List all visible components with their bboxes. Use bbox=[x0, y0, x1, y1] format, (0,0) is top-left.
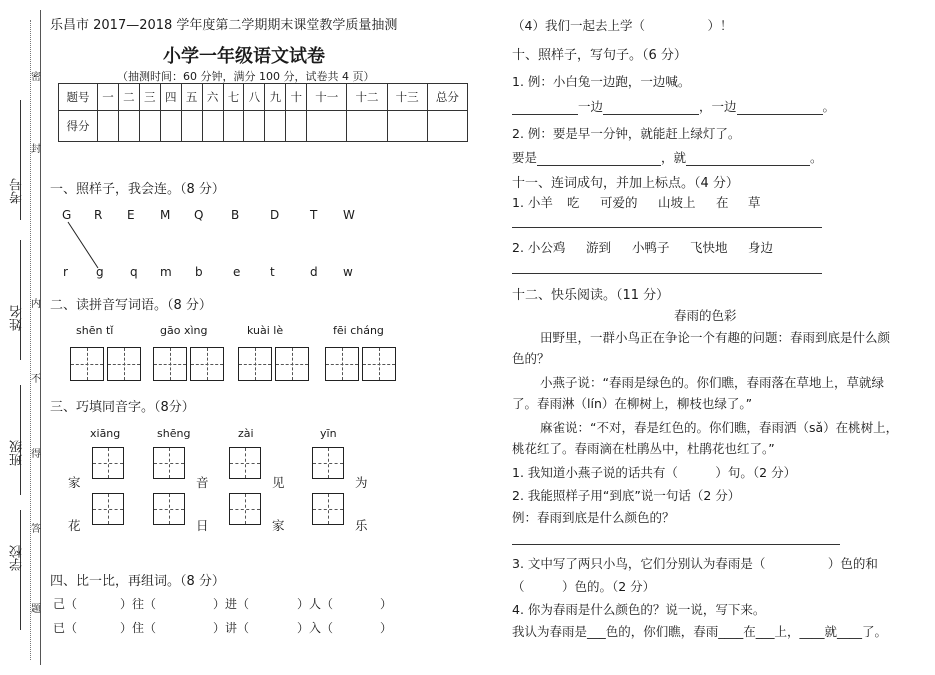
word-pair-char: ）讲（ bbox=[213, 621, 250, 635]
word-pair-char: ）入（ bbox=[297, 621, 334, 635]
lower-letter[interactable]: w bbox=[343, 265, 353, 279]
score-cell: 二 bbox=[118, 84, 139, 111]
answer-underline[interactable] bbox=[512, 544, 840, 545]
answer-word: ，就 bbox=[661, 150, 687, 165]
writing-box[interactable] bbox=[92, 447, 124, 479]
section-3-title: 三、巧填同音字。（8分） bbox=[50, 400, 195, 415]
writing-box[interactable] bbox=[92, 493, 124, 525]
passage-line: 田野里，一群小鸟正在争论一个有趣的问题：春雨到底是什么颜 bbox=[540, 330, 891, 345]
answer-word: 。 bbox=[810, 150, 823, 165]
score-input-cell[interactable] bbox=[387, 111, 427, 142]
pinyin-label: zài bbox=[238, 427, 254, 440]
score-cell: 四 bbox=[160, 84, 181, 111]
writing-box[interactable] bbox=[312, 447, 344, 479]
hint-char: 乐 bbox=[355, 518, 368, 533]
lower-letter[interactable]: m bbox=[160, 265, 172, 279]
passage-line: 了。春雨淋（lín）在柳树上，柳枝也绿了。” bbox=[512, 396, 753, 411]
writing-box[interactable] bbox=[107, 347, 141, 381]
example-2: 2. 例：要是早一分钟，就能赶上绿灯了。 bbox=[512, 126, 741, 141]
upper-letter[interactable]: G bbox=[62, 208, 72, 222]
answer-word: 一边 bbox=[578, 99, 604, 114]
upper-letter[interactable]: D bbox=[270, 208, 280, 222]
question-4: 4. 你为春雨是什么颜色的？说一说，写下来。 bbox=[512, 602, 766, 617]
passage-line: 色的？ bbox=[512, 351, 550, 366]
question-2: 2. 我能照样子用“到底”说一句话（2 分） bbox=[512, 488, 741, 503]
answer-blank[interactable] bbox=[686, 151, 810, 166]
score-table-header-row bbox=[59, 84, 468, 111]
score-cell: 九 bbox=[265, 84, 286, 111]
pinyin-label: kuài lè bbox=[247, 324, 284, 337]
answer-line-1 bbox=[512, 97, 835, 115]
upper-letter[interactable]: Q bbox=[194, 208, 204, 222]
label-kaohao: 考号 bbox=[10, 178, 25, 204]
writing-box[interactable] bbox=[70, 347, 104, 381]
seal-char-7: 题 bbox=[31, 604, 41, 615]
pinyin-label: yīn bbox=[320, 427, 337, 440]
passage-title: 春雨的色彩 bbox=[674, 308, 737, 323]
section-12-title: 十二、快乐阅读。（11 分） bbox=[512, 288, 670, 303]
word-pair-char: ）人（ bbox=[297, 597, 334, 611]
score-input-cell[interactable] bbox=[118, 111, 139, 142]
section-4-title: 四、比一比，再组词。（8 分） bbox=[50, 574, 225, 589]
page-title: 小学一年级语文试卷 bbox=[163, 46, 325, 67]
score-input-cell[interactable] bbox=[98, 111, 119, 142]
label-xingming: 姓名 bbox=[10, 305, 25, 331]
writing-box[interactable] bbox=[153, 447, 185, 479]
upper-letter[interactable]: R bbox=[94, 208, 103, 222]
label-xuexiao: 学校 bbox=[10, 545, 25, 571]
seal-line bbox=[40, 10, 41, 665]
score-cell: 六 bbox=[202, 84, 223, 111]
hint-char: 见 bbox=[272, 475, 285, 490]
score-cell: 十一 bbox=[307, 84, 347, 111]
lower-letter[interactable]: q bbox=[130, 265, 138, 279]
writing-box[interactable] bbox=[229, 493, 261, 525]
word-pair-char: ）往（ bbox=[120, 597, 157, 611]
pinyin-label: gāo xìng bbox=[160, 324, 208, 337]
score-input-cell[interactable] bbox=[307, 111, 347, 142]
answer-word: 。 bbox=[822, 99, 836, 114]
pinyin-label: xiāng bbox=[90, 427, 121, 440]
score-cell: 八 bbox=[244, 84, 265, 111]
hint-char: 家 bbox=[68, 475, 81, 490]
answer-word: ，一边 bbox=[699, 99, 737, 114]
lower-letter[interactable]: t bbox=[270, 265, 275, 279]
answer-blank[interactable] bbox=[512, 100, 578, 115]
exam-line: 乐昌市 2017—2018 学年度第二学期期末课堂教学质量抽测 bbox=[50, 18, 398, 33]
score-cell: 得分 bbox=[59, 111, 98, 142]
upper-letter[interactable]: W bbox=[343, 208, 355, 222]
question-1: 1. 我知道小燕子说的话共有（ ）句。（2 分） bbox=[512, 465, 797, 480]
hint-char: 日 bbox=[196, 518, 209, 533]
word-chip: 身边 bbox=[748, 240, 774, 255]
seal-char-2: 封 bbox=[31, 144, 41, 155]
word-chip: 1. 小羊 bbox=[512, 195, 553, 210]
answer-word: 要是 bbox=[512, 150, 538, 165]
pinyin-label: shēng bbox=[157, 427, 191, 440]
question-4-item: （4）我们一起去上学（ ）！ bbox=[512, 18, 733, 33]
section-2-title: 二、读拼音写词语。（8 分） bbox=[50, 298, 212, 313]
writing-box[interactable] bbox=[325, 347, 359, 381]
score-cell: 一 bbox=[98, 84, 119, 111]
example-1: 1. 例：小白兔一边跑，一边喊。 bbox=[512, 74, 691, 89]
page-subtitle: （抽测时间：60 分钟，满分 100 分，试卷共 4 页） bbox=[117, 70, 375, 83]
passage-line: 小燕子说：“春雨是绿色的。你们瞧，春雨落在草地上，草就绿 bbox=[540, 375, 884, 390]
score-cell: 十二 bbox=[347, 84, 387, 111]
seal-char-4: 不 bbox=[31, 374, 41, 385]
word-chip: 游到 bbox=[586, 240, 612, 255]
word-pair-char: ） bbox=[380, 621, 393, 635]
word-pair-char: ）住（ bbox=[120, 621, 157, 635]
passage-line: 麻雀说：“不对，春是红色的。你们瞧，春雨洒（sǎ）在桃树上， bbox=[540, 420, 899, 435]
question-2-example: 例：春雨到底是什么颜色的？ bbox=[512, 510, 675, 525]
seal-char-6: 答 bbox=[31, 524, 41, 535]
hint-char: 家 bbox=[272, 518, 285, 533]
section-11-title: 十一、连词成句，并加上标点。（4 分） bbox=[512, 176, 739, 191]
passage-line: 桃花红了。春雨滴在杜鹃丛中，杜鹃花也红了。” bbox=[512, 441, 775, 456]
answer-blank[interactable] bbox=[537, 151, 661, 166]
word-chip: 可爱的 bbox=[600, 195, 638, 210]
question-4-answer-line[interactable]: 我认为春雨是___色的，你们瞧，春雨____在___上，____就____了。 bbox=[512, 624, 888, 639]
section-1-title: 一、照样子，我会连。（8 分） bbox=[50, 182, 225, 197]
seal-char-1: 密 bbox=[31, 72, 41, 83]
score-input-cell[interactable] bbox=[139, 111, 160, 142]
word-chip: 吃 bbox=[567, 195, 580, 210]
section-10-title: 十、照样子，写句子。（6 分） bbox=[512, 48, 687, 63]
hint-char: 为 bbox=[355, 475, 368, 490]
score-input-cell[interactable] bbox=[181, 111, 202, 142]
score-input-cell[interactable] bbox=[427, 111, 467, 142]
score-input-cell[interactable] bbox=[244, 111, 265, 142]
writing-box[interactable] bbox=[229, 447, 261, 479]
lower-letter[interactable]: r bbox=[63, 265, 68, 279]
score-cell: 十 bbox=[286, 84, 307, 111]
lower-letter[interactable]: g bbox=[96, 265, 104, 279]
pinyin-label: fēi cháng bbox=[333, 324, 384, 337]
lower-letter[interactable]: e bbox=[233, 265, 241, 279]
word-pair-char: ）进（ bbox=[213, 597, 250, 611]
word-chip: 2. 小公鸡 bbox=[512, 240, 566, 255]
question-3-line-2: （ ）色的。（2 分） bbox=[512, 579, 656, 594]
label-banji: 班级 bbox=[10, 440, 25, 466]
hint-char: 花 bbox=[68, 518, 81, 533]
lower-letter[interactable]: d bbox=[310, 265, 318, 279]
score-input-cell[interactable] bbox=[160, 111, 181, 142]
upper-letter[interactable]: E bbox=[127, 208, 135, 222]
word-pair-char: 己（ bbox=[53, 597, 78, 611]
upper-letter[interactable]: T bbox=[310, 208, 318, 222]
word-chip: 飞快地 bbox=[690, 240, 728, 255]
word-chip: 草 bbox=[748, 195, 761, 210]
score-cell: 题号 bbox=[59, 84, 98, 111]
upper-letter[interactable]: B bbox=[231, 208, 240, 222]
seal-char-5: 得 bbox=[31, 449, 41, 460]
score-table bbox=[58, 83, 468, 142]
word-chip: 小鸭子 bbox=[632, 240, 670, 255]
writing-box[interactable] bbox=[362, 347, 396, 381]
writing-box[interactable] bbox=[153, 347, 187, 381]
word-pair-char: ） bbox=[380, 597, 393, 611]
answer-blank[interactable] bbox=[603, 100, 699, 115]
writing-box[interactable] bbox=[153, 493, 185, 525]
hint-char: 音 bbox=[196, 475, 209, 490]
seal-dots bbox=[30, 20, 31, 660]
pinyin-label: shēn tǐ bbox=[76, 324, 114, 337]
word-pair-char: 已（ bbox=[53, 621, 78, 635]
score-cell: 十三 bbox=[387, 84, 427, 111]
seal-char-3: 内 bbox=[31, 299, 41, 310]
score-input-cell[interactable] bbox=[202, 111, 223, 142]
lower-letter[interactable]: b bbox=[195, 265, 203, 279]
score-input-cell[interactable] bbox=[286, 111, 307, 142]
answer-underline[interactable] bbox=[512, 273, 822, 274]
word-chip: 在 bbox=[716, 195, 729, 210]
writing-box[interactable] bbox=[238, 347, 272, 381]
upper-letter[interactable]: M bbox=[160, 208, 171, 222]
answer-line-2 bbox=[512, 148, 823, 166]
score-input-cell[interactable] bbox=[265, 111, 286, 142]
field-line-xingming bbox=[20, 240, 21, 360]
score-table-score-row bbox=[59, 111, 468, 142]
score-cell: 七 bbox=[223, 84, 244, 111]
score-cell: 三 bbox=[139, 84, 160, 111]
writing-box[interactable] bbox=[275, 347, 309, 381]
writing-box[interactable] bbox=[190, 347, 224, 381]
score-cell: 总分 bbox=[427, 84, 467, 111]
answer-underline[interactable] bbox=[512, 227, 822, 228]
writing-box[interactable] bbox=[312, 493, 344, 525]
question-3-line-1: 3. 文中写了两只小鸟，它们分别认为春雨是（ ）色的和 bbox=[512, 556, 878, 571]
score-input-cell[interactable] bbox=[223, 111, 244, 142]
word-chip: 山坡上 bbox=[658, 195, 696, 210]
score-input-cell[interactable] bbox=[347, 111, 387, 142]
score-cell: 五 bbox=[181, 84, 202, 111]
answer-blank[interactable] bbox=[737, 100, 823, 115]
